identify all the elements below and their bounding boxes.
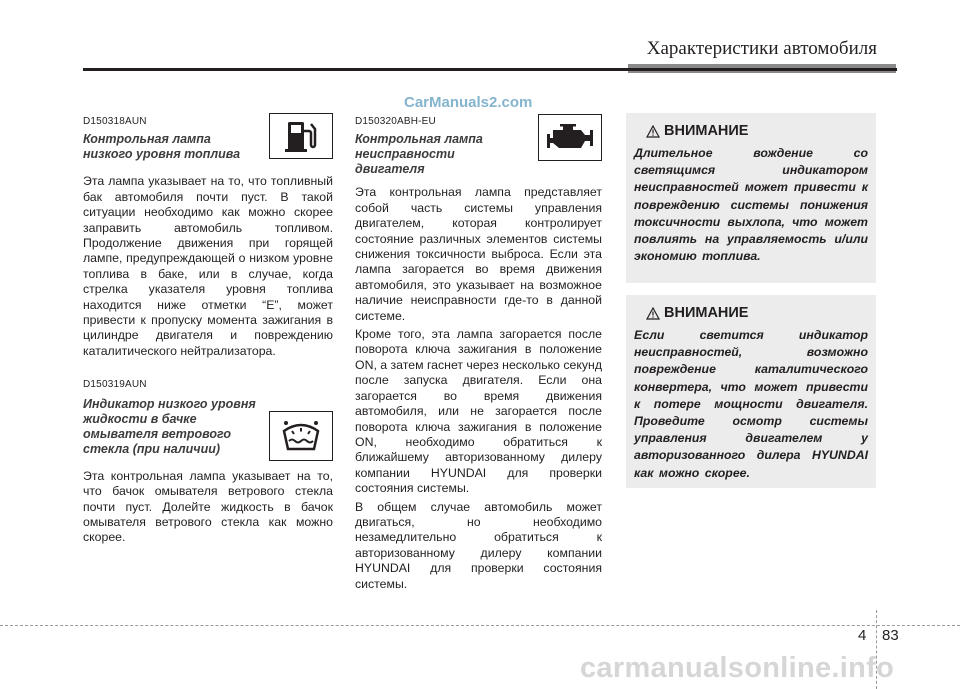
warning-title-label: ВНИМАНИЕ (664, 305, 749, 321)
warning-triangle-icon (646, 307, 660, 320)
watermark-bottom[interactable]: carmanualsonline.info (580, 652, 895, 684)
section-paragraph: Эта контрольная лампа представляет собой часть системы управления двигателем, которая контролирует состояние различных элементов системы снижения токсичности выброса. Если эта лампа загорается во время движения автомобиля, это указывает на возможное наличие неисправности где-то в данной системе. (355, 185, 602, 323)
page-header-title: Характеристики автомобиля (646, 38, 877, 59)
section-paragraph: Кроме того, эта лампа загорается после поворота ключа зажигания в положение ON, а затем гаснет через несколько секунд после запуска двигателя. Если она загорается во время движения автомобиля, или не загорается после поворота ключа зажигания в положение ON, необходимо обратиться к ближайшему авторизованному дилеру компании HYUNDAI для проверки состояния системы. (355, 327, 602, 496)
page-number: 83 (882, 627, 899, 644)
middle-column (355, 114, 602, 592)
section-code: D150319AUN (83, 379, 147, 391)
warning-text: Если светится индикатор неисправностей, возможно повреждение каталитического конвертера, что может привести к потере мощности двигателя. Проведите осмотр системы управления двигателем у авторизованного дилера HYUNDAI как можно скорее. (634, 328, 868, 480)
left-column (83, 114, 333, 546)
warning-title (634, 123, 868, 139)
watermark-top[interactable]: CarManuals2.com (404, 94, 533, 111)
warning-triangle-icon (646, 125, 660, 138)
washer-fluid-icon (269, 411, 333, 461)
header-rule (83, 68, 897, 71)
warning-title (634, 305, 868, 321)
warning-title-label: ВНИМАНИЕ (664, 123, 749, 139)
section-heading: Индикатор низкого уровня жидкости в бачке омывателя ветрового стекла (при наличии) (83, 396, 256, 456)
section-heading: Контрольная лампа низкого уровня топлива (83, 132, 241, 162)
fuel-pump-icon (269, 113, 333, 159)
section-paragraph: Эта лампа указывает на то, что топливный бак автомобиля почти пуст. В такой ситуации необходимо как можно скорее заправить автомобиль топливом. Продолжение движения при горящей лампе, предупреждающей о низком уровне топлива в баке, или в случае, когда стрелка указателя уровня топлива находится ниже отметки “E”, может привести к пропуску момента зажигания в цилиндре двигателя и повреждению каталитического нейтрализатора. (83, 174, 333, 358)
section-heading: Контрольная лампа неисправности двигателя (355, 132, 483, 177)
warning-box (626, 113, 876, 283)
check-engine-icon (538, 114, 602, 161)
footer-rule (0, 625, 960, 626)
section-paragraph: Эта контрольная лампа указывает на то, что бачок омывателя ветрового стекла почти пуст. Долейте жидкость в бачок омывателя ветрового стекла как можно скорее. (83, 468, 333, 545)
section-paragraph: В общем случае автомобиль может двигаться, но необходимо незамедлительно обратиться к авторизованному дилеру компании HYUNDAI для проверки состояния системы. (355, 499, 602, 591)
section-code: D150318AUN (83, 116, 147, 127)
chapter-number: 4 (858, 627, 867, 644)
section-code: D150320ABH-EU (355, 116, 436, 127)
warning-box (626, 295, 876, 488)
warning-text: Длительное вождение со светящимся индикатором неисправностей может привести к повреждению системы понижения токсичности выхлопа, что может повлиять на управляемость и/или экономию топлива. (634, 146, 868, 264)
